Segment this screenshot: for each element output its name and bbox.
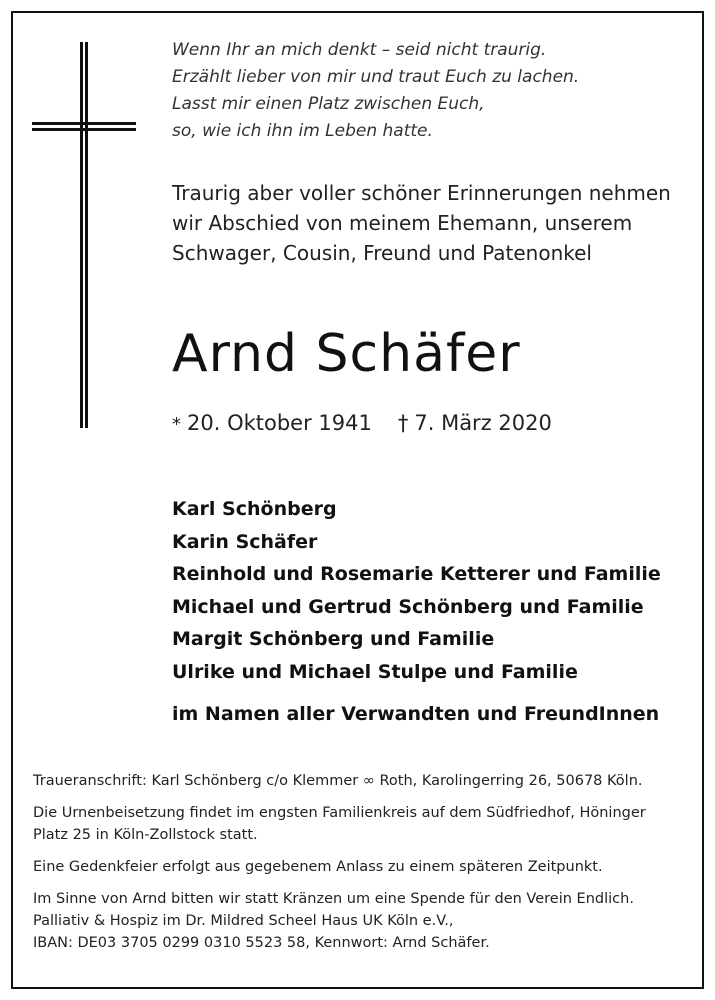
birth-star-icon: * <box>172 414 181 435</box>
note-line: Im Sinne von Arnd bitten wir statt Kränzen um eine Spende für den Verein Endlich. <box>33 891 634 907</box>
intro-text <box>172 178 671 268</box>
deceased-name: Arnd Schäfer <box>172 324 521 384</box>
note-line: Die Urnenbeisetzung findet im engsten Familienkreis auf dem Südfriedhof, Höninger <box>33 805 646 821</box>
mourner: Michael und Gertrud Schönberg und Familie <box>172 595 644 618</box>
intro-line: wir Abschied von meinem Ehemann, unserem <box>172 211 633 235</box>
mourner: Karin Schäfer <box>172 530 318 553</box>
poem-line: so, wie ich ihn im Leben hatte. <box>172 121 433 141</box>
note-line: Traueranschrift: Karl Schönberg c/o Klemmer ∞ Roth, Karolingerring 26, 50678 Köln. <box>33 773 643 789</box>
mourner: Karl Schönberg <box>172 498 337 520</box>
note-line: IBAN: DE03 3705 0299 0310 5523 58, Kennwort: Arnd Schäfer. <box>33 935 490 951</box>
mourners-list <box>172 493 661 731</box>
death-dagger-icon: † <box>397 411 409 435</box>
birth-date: 20. Oktober 1941 <box>187 411 372 435</box>
mourners-closing: im Namen aller Verwandten und FreundInnen <box>172 703 660 725</box>
poem-line: Wenn Ihr an mich denkt – seid nicht traurig. <box>172 40 547 60</box>
note-line: Palliativ & Hospiz im Dr. Mildred Scheel Haus UK Köln e.V., <box>33 913 454 929</box>
burial-note <box>33 802 693 846</box>
notes <box>33 770 693 964</box>
memorial-note <box>33 856 693 878</box>
intro-line: Schwager, Cousin, Freund und Patenonkel <box>172 241 592 265</box>
note-line: Eine Gedenkfeier erfolgt aus gegebenem Anlass zu einem späteren Zeitpunkt. <box>33 859 603 875</box>
death-date: 7. März 2020 <box>414 411 552 435</box>
address-note <box>33 770 693 792</box>
poem <box>172 37 579 145</box>
donation-note <box>33 888 693 954</box>
note-line: Platz 25 in Köln-Zollstock statt. <box>33 827 258 843</box>
mourner: Margit Schönberg und Familie <box>172 628 495 650</box>
poem-line: Lasst mir einen Platz zwischen Euch, <box>172 94 485 114</box>
intro-line: Traurig aber voller schöner Erinnerungen nehmen <box>172 181 671 205</box>
mourner: Ulrike und Michael Stulpe und Familie <box>172 660 578 683</box>
poem-line: Erzählt lieber von mir und traut Euch zu lachen. <box>172 67 580 87</box>
life-dates <box>172 408 552 440</box>
mourner: Reinhold und Rosemarie Ketterer und Familie <box>172 563 661 585</box>
